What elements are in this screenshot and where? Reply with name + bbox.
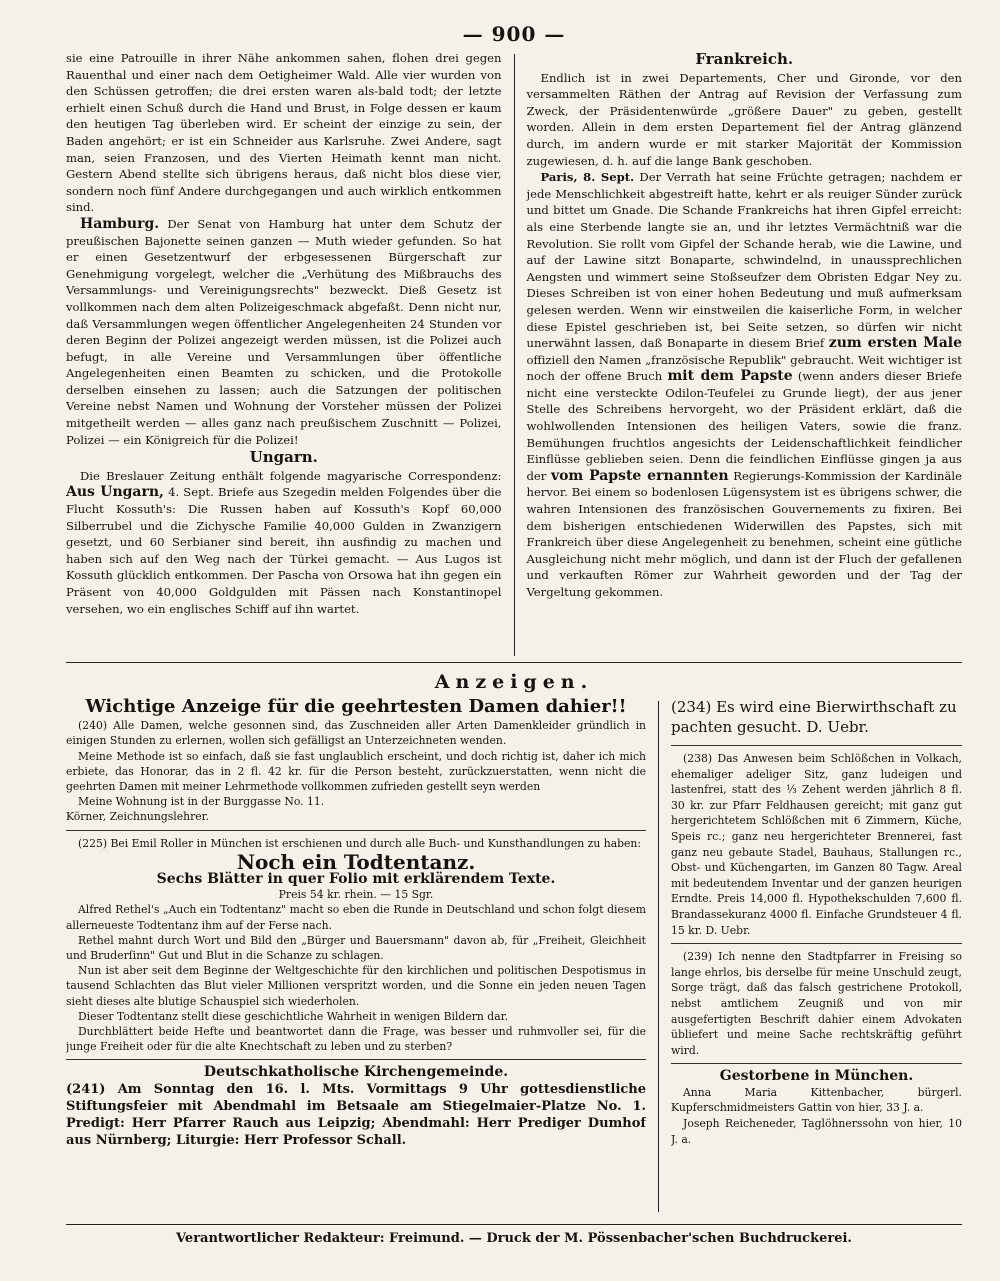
ad-225 [66,836,646,1055]
paris-text: Der Verrath hat seine Früchte getragen; nachdem er jede Menschlichkeit abgestreift hatte, kehrt er als reuiger Sünder zurück und bittet um Gnade. Die Schande Frankreichs hat ihren Gipfel erreicht: als eine Sterbende langte sie an, und ihr letztes Vermächtniß war die Revolution. Sie rollt vom Gipfel der Schande herab, wie die Lawine, und auf der Lawine sitzt Bonaparte, schwindelnd, in unaussprechlichen Aengsten und wimmert seine Stoßseufzer dem Obristen Edgar Ney zu. Dieses Schreiben ist von einer hohen Bedeutung und muß aufmerksam gelesen werden. Wenn wir einstweilen die kaiserliche Form, in welcher diese Epistel geschrieben ist, bei Seite setzen, so dürfen wir nicht unerwähnt lassen, daß Bonaparte in diesem Brief [526,170,962,351]
ad-divider [671,943,962,944]
death-notice: Joseph Reicheneder, Taglöhnerssohn von hier, 10 J. a. [671,1117,962,1146]
ad-239 [671,949,962,1058]
ad-divider [671,745,962,746]
ungarn-text: 4. Sept. Briefe aus Szegedin melden Folgendes über die Flucht Kossuth's: Die Russen haben auf Kossuth's Kopf 60,000 Silberrubel und die Zichysche Familie 40,000 Gulden in Zwanzigern gesetzt, und 60 Serbianer sind bereit, ihn ausfindig zu machen und haben sich auf den Weg nach der Türkei gemacht. — Aus Lugos ist Kossuth glücklich entkommen. Der Pascha von Orsowa hat ihn gegen ein Präsent von 40,000 Goldgulden mit Pässen nach Konstantinopel versehen, wo ein englisches Schiff auf ihn wartet. [66,485,502,616]
ad-paragraph: (239) Ich nenne den Stadtpfarrer in Freising so lange ehrlos, bis derselbe für meine Unschuld zeugt, Sorge trägt, daß das falsch gestrichene Protokoll, nebst amtlichem Zeugniß und von mir ausgefertigten Beschrift dahier einem Advokaten übliefert und meine Sache rechtskräftig geführt wird. [671,950,962,1057]
gestorbene-list [671,1085,962,1147]
paris-dateline: Paris, 8. Sept. [540,170,635,185]
ad-paragraph: (241) Am Sonntag den 16. l. Mts. Vormittags 9 Uhr gottesdienstliche Stiftungsfeier mit Abendmahl im Betsaale am Stiegelmaier-Platze No. 1. Predigt: Herr Pfarrer Rauch aus Leipzig; Abendmahl: Herr Prediger Dumhof aus Nürnberg; Liturgie: Herr Professor Schall. [66,1081,647,1148]
ad-divider [66,1059,646,1060]
ad-paragraph: (238) Das Anwesen beim Schlößchen in Volkach, ehemaliger adeliger Sitz, ganz ludeigen und lastenfrei, statt des ⅓ Zehent werden jährlich 8 fl. 30 kr. zur Pfarr Feldhausen gereicht; mit ganz gut hergerichtetem Schlößchen mit 6 Zimmern, Küche, Speis rc.; ganz neu hergerichteter Brennerei, fast ganz neu gebaute Stadel, Bauhaus, Stallungen rc., Obst- und Küchengarten, im Ganzen 80 Tagw. Areal mit bedeutendem Inventar und der ganzen heurigen Erndte. Preis 14,000 fl. Hypothekschulden 7,600 fl. Brandassekuranz 4000 fl. Einfache Grundsteuer 4 fl. 15 kr. D. Uebr. [671,752,962,937]
hamburg-article [66,216,502,448]
article-columns [66,50,962,656]
ad-paragraph: Nun ist aber seit dem Beginne der Weltgeschichte für den kirchlichen und politischen Despotismus in tausend Schlachten das Blut vieler Millionen verspritzt worden, und die Sonne ein jeden neuen Tagen sieht dieses alte blutige Schauspiel sich wiederholen. [66,964,647,1008]
ad-divider [671,1063,962,1064]
emphasis-mit-dem-papste: mit dem Papste [667,368,793,385]
ad-paragraph: Alfred Rethel's „Auch ein Todtentanz" macht so eben die Runde in Deutschland und schon folgt diesem allerneueste Todtentanz ihm auf der Ferse nach. [66,903,647,932]
article-paragraph: Endlich ist in zwei Departements, Cher und Gironde, vor den versammelten Räthen der Antrag auf Revision der Verfassung zum Zweck, der Präsidentenwürde „größere Dauer" zu geben, gestellt worden. Allein in dem ersten Departement fiel der Antrag glänzend durch, im andern wurde er mit starker Majorität der Kommission zugewiesen, d. h. auf die lange Bank geschoben. [526,70,962,168]
todtentanz-price: Preis 54 kr. rhein. — 15 Sgr. [278,888,434,902]
ad-paragraph: (225) Bei Emil Roller in München ist erschienen und durch alle Buch- und Kunsthandlungen zu haben: [78,836,642,850]
ad-241 [66,1065,646,1148]
anzeigen-title: Anzeigen. [434,671,594,693]
ad-234: (234) Es wird eine Bierwirthschaft zu pachten gesucht. D. Uebr. [671,698,957,736]
ad-signature: Körner, Zeichnungslehrer. [66,810,210,824]
todtentanz-subtitle: Sechs Blätter in quer Folio mit erklärendem Texte. [156,871,556,888]
ad-paragraph: (240) Alle Damen, welche gesonnen sind, das Zuschneiden aller Arten Damenkleider gründlich in einigen Stunden zu erlernen, wollen sich gefälligst an Unterzeichneten wenden. [66,719,647,748]
gestorbene-heading: Gestorbene in München. [719,1068,914,1085]
right-column [526,50,962,656]
paris-text-4: Regierungs-Kommission der Kardinäle hervor. Bei einem so bodenlosen Lügensystem ist es übrigens schwer, die wahren Intensionen des französischen Gouvernements zu fixiren. Bei dem bisherigen entschiedenen Widerwillen des Papstes, sich mit Frankreich über diese Angelegenheit zu benehmen, scheint eine gütliche Ausgleichung nicht mehr möglich, und dann ist der Fluch der gefallenen und verkauften Römer zur Wahrheit geworden und der Tag der Vergeltung gekommen. [526,468,962,599]
footer-imprint: Verantwortlicher Redakteur: Freimund. — Druck der M. Pössenbacher'schen Buchdruckerei. [66,1224,962,1246]
ad-divider [66,830,646,831]
paris-article [526,169,962,600]
ad-paragraph: Durchblättert beide Hefte und beantwortet dann die Frage, was besser und ruhmvoller sei, für die junge Freiheit oder für die alte Knechtschaft zu leben und zu sterben? [66,1025,647,1054]
ungarn-intro: Die Breslauer Zeitung enthält folgende magyarische Correspondenz: [80,468,502,483]
page-number: — 900 — [462,22,566,46]
column-divider [514,54,515,656]
ad-240 [66,718,646,824]
ungarn-heading: Ungarn. [249,448,318,467]
ads-left-column [66,697,646,1212]
emphasis-zum-ersten: zum ersten Male [828,335,962,352]
ungarn-dateline: Aus Ungarn, [66,484,164,501]
ad-paragraph: Meine Methode ist so einfach, daß sie fast unglaublich erscheint, und doch richtig ist, daher ich mich erbiete, das Honorar, das in 2 fl. 42 kr. für die Person besteht, zurückzuerstatten, wenn nicht die geehrten Damen mit meiner Lehrmethode vollkommen zufrieden gestellt seyn werden [66,749,647,794]
left-column [66,50,502,656]
ad-240-heading: Wichtige Anzeige für die geehrtesten Damen dahier!! [85,697,627,717]
ads-right-column [671,697,962,1212]
hamburg-text: Der Senat von Hamburg hat unter dem Schutz der preußischen Bajonette seinen ganzen — Muth wieder gefunden. So hat er einen Gesetzentwurf der erbgesessenen Bürgerschaft zur Genehmigung vorgelegt, welcher die „Verhütung des Mißbrauchs des Versammlungs- und Vereinigungsrechts" bezweckt. Dieß Gesetz ist vollkommen nach dem alten Polizeigeschmack abgefaßt. Denn nicht nur, daß Versammlungen wegen öffentlicher Angelegenheiten 24 Stunden vor deren Beginn der Polizei angezeigt werden müssen, ist die Polizei auch befugt, in alle Vereine und Versammlungen über öffentliche Angelegenheiten einen Beamten zu schicken, und die Protokolle derselben einsehen zu lassen; auch die Satzungen der politischen Vereine nebst Namen und Wohnung der Vorsteher müssen der Polizei mitgetheilt werden — alles ganz nach preußischem Zuschnitt — Polizei, Polizei — ein Königreich für die Polizei! [66,216,502,447]
article-paragraph: sie eine Patrouille in ihrer Nähe ankommen sahen, flohen drei gegen Rauenthal und einer nach dem Oetigheimer Wald. Alle vier wurden von den Schüssen getroffen; die drei ersten waren als-bald todt; der letzte erhielt einen Schuß durch die Hand und Brust, in Folge dessen er kaum den heutigen Tag überleben wird. Er scheint der einzige zu sein, der Baden angehört; er ist ein Schneider aus Karlsruhe. Zwei Andere, sagt man, seien Franzosen, und des Vierten Heimath kennt man nicht. Gestern Abend stellte sich übrigens heraus, daß nicht blos diese vier, sondern noch fünf Andere durchgegangen und auch wirklich entkommen sind. [66,51,502,215]
hamburg-heading: Hamburg. [80,215,160,232]
todtentanz-title: Noch ein Todtentanz. [236,849,476,874]
paris-text-2: offiziell den Namen „französische Republik" gebraucht. Weit wichtiger ist noch der offene Bruch [526,352,962,384]
ad-paragraph: Dieser Todtentanz stellt diese geschichtliche Wahrheit in wenigen Bildern dar. [78,1009,509,1023]
emphasis-vom-papste: vom Papste ernannten [550,467,729,484]
advertisements [66,697,962,1212]
paris-text-3: (wenn anders dieser Briefe nicht eine versteckte Odilon-Teufelei zu Grunde liegt), der aus jener Stelle des Schreibens hervorgeht, wo der Präsident erklärt, daß die wohlwollenden Intensionen des heiligen Vaters, sowie die franz. Bemühungen fruchtlos angesichts der Leidenschaftlichkeit feindlicher Einflüsse geblieben seien. Denn die feindlichen Einflüsse gingen ja aus der [526,369,962,483]
column-divider [658,701,659,1212]
ad-paragraph: Rethel mahnt durch Wort und Bild den „Bürger und Bauersmann" davon ab, für „Freiheit, Gleichheit und Bruderſinn" Gut und Blut in die Schanze zu schlagen. [66,933,647,963]
death-notice: Anna Maria Kittenbacher, bürgerl. Kupferschmidmeisters Gattin von hier, 33 J. a. [671,1085,962,1115]
ad-241-heading: Deutschkatholische Kirchengemeinde. [203,1064,509,1081]
section-divider [66,662,962,663]
ungarn-article [66,468,502,617]
frankreich-heading: Frankreich. [695,50,794,68]
ad-238 [671,751,962,938]
ad-paragraph: Meine Wohnung ist in der Burggasse No. 11. [78,795,325,809]
